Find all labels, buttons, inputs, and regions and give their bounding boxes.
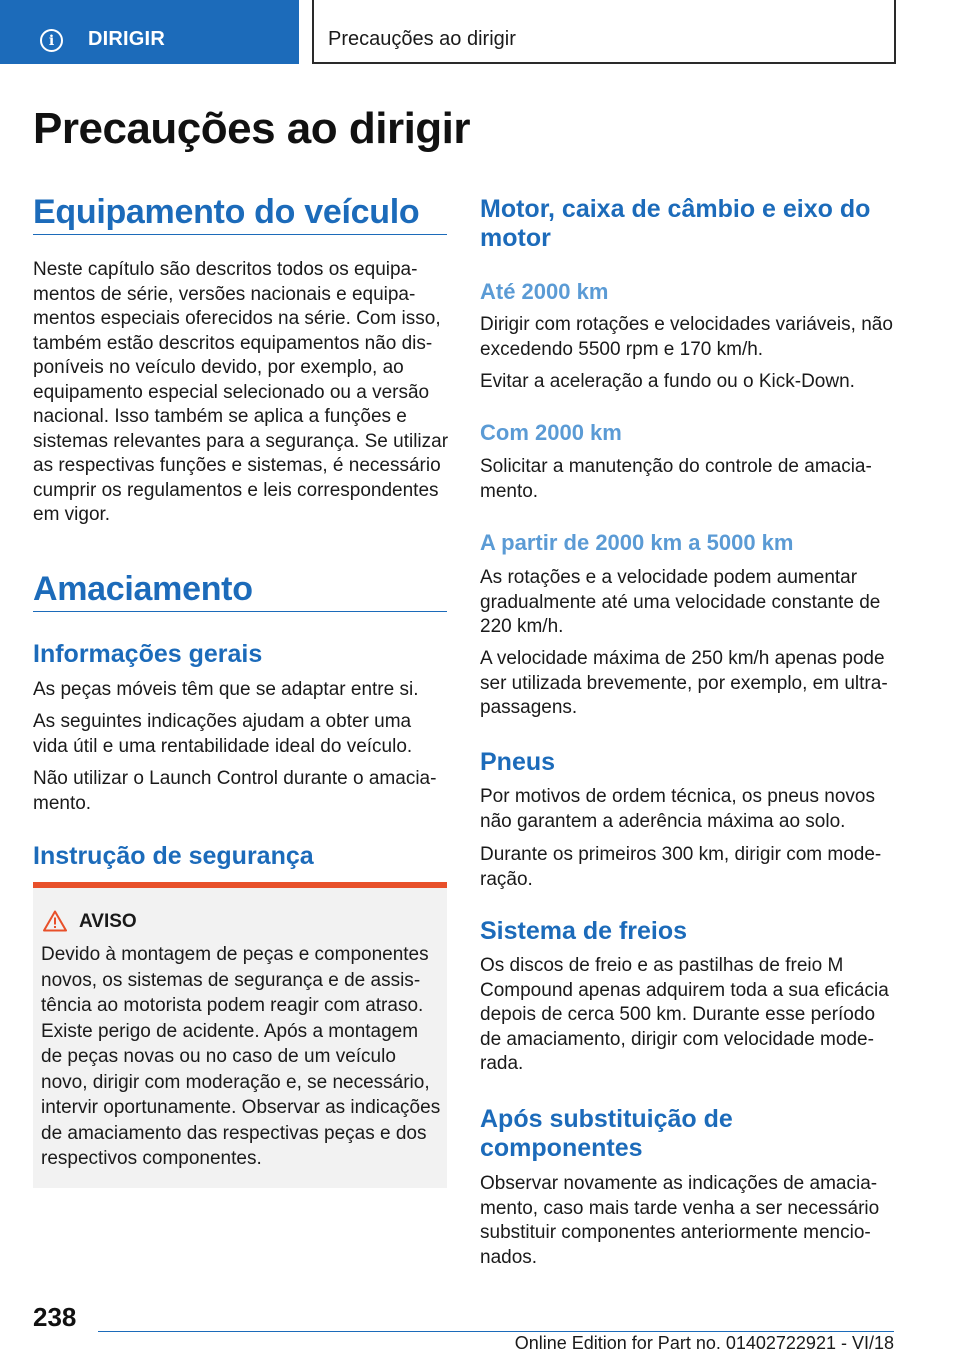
after-replacement-p1: Observar novamente as indicações de amaciamento, caso mais tarde venha a ser necessário substituir componentes anteriormente mencionados. — [480, 1173, 880, 1268]
tires-p1: Por motivos de ordem técnica, os pneus novos não garantem a aderência máxima ao solo. — [480, 786, 875, 832]
heading-break-in: Amaciamento — [33, 570, 253, 608]
header-topic-label: Precauções ao dirigir — [328, 28, 516, 50]
heading-vehicle-equipment: Equipamento do veículo — [33, 193, 420, 231]
general-info-p3: Não utilizar o Launch Control durante o amaciamento. — [33, 768, 437, 814]
vehicle-equipment-text: Neste capítulo são descritos todos os equipamentos de série, versões nacionais e equipamentos especiais oferecidos na série. Com isso, também estão descritos equipamentos não disponíveis no veículo devido, por exemplo, ao equipamento especial selecionado ou a versão nacional. Isso também se aplica a funções e sistemas relevantes para a segurança. Se utilizar as respectivas funções e sistemas, é necessário cumprir os regulamentos e leis correspondentes em vigor. — [33, 259, 449, 525]
heading-safety-instruction: Instrução de segurança — [33, 842, 314, 870]
heading-engine-gearbox: Motor, caixa de câmbio e eixo do motor — [480, 195, 871, 252]
heading-rule — [33, 234, 447, 235]
2000-to-5000km-p2: A velocidade máxima de 250 km/h apenas pode ser utilizada brevemente, por exemplo, em ultrapassagens. — [480, 648, 888, 718]
info-icon: i — [40, 29, 63, 52]
header-section-label: DIRIGIR — [88, 28, 165, 50]
heading-after-replacement: Após substituição de componentes — [480, 1105, 733, 1162]
header-section-tab — [0, 0, 299, 64]
heading-2000-to-5000km: A partir de 2000 km a 5000 km — [480, 530, 794, 555]
heading-until-2000km: Até 2000 km — [480, 279, 609, 304]
heading-rule — [33, 611, 447, 612]
heading-brake-system: Sistema de freios — [480, 917, 688, 945]
warning-bar — [33, 882, 447, 888]
heading-general-info: Informações gerais — [33, 640, 263, 668]
warning-text: Devido à montagem de peças e componentes novos, os sistemas de segurança e de assistência ao motorista podem reagir com atraso. Existe perigo de acidente. Após a montagem de peças novas ou no caso de um veículo novo, dirigir com moderação e, se necessário, intervir oportunamente. Observar as indicações de amaciamento das respectivas peças e dos respectivos componentes. — [41, 944, 441, 1169]
warning-title: AVISO — [79, 911, 137, 932]
tires-p2: Durante os primeiros 300 km, dirigir com moderação. — [480, 844, 882, 890]
heading-at-2000km: Com 2000 km — [480, 420, 622, 445]
warning-triangle-icon — [43, 910, 67, 932]
general-info-p1: As peças móveis têm que se adaptar entre si. — [33, 679, 419, 700]
footer-edition: Online Edition for Part no. 01402722921 - VI/18 — [514, 1333, 894, 1353]
general-info-p2: As seguintes indicações ajudam a obter uma vida útil e uma rentabilidade ideal do veículo. — [33, 711, 413, 757]
page-number: 238 — [33, 1302, 77, 1332]
at-2000km-p1: Solicitar a manutenção do controle de amaciamento. — [480, 456, 872, 502]
brakes-p1: Os discos de freio e as pastilhas de freio M Compound apenas adquirem toda a sua eficácia depois de cerca 500 km. Durante esse período de amaciamento, dirigir com velocidade moderada. — [480, 955, 889, 1074]
2000-to-5000km-p1: As rotações e a velocidade podem aumentar gradualmente até uma velocidade constante de 220 km/h. — [480, 567, 881, 637]
until-2000km-p2: Evitar a aceleração a fundo ou o Kick-Down. — [480, 371, 855, 392]
warning-box — [33, 882, 447, 1188]
until-2000km-p1: Dirigir com rotações e velocidades variáveis, não excedendo 5500 rpm e 170 km/h. — [480, 314, 893, 360]
heading-tires: Pneus — [480, 748, 556, 776]
footer-rule — [98, 1331, 894, 1332]
header-topic-box — [312, 0, 896, 64]
page-title: Precauções ao dirigir — [33, 104, 471, 153]
